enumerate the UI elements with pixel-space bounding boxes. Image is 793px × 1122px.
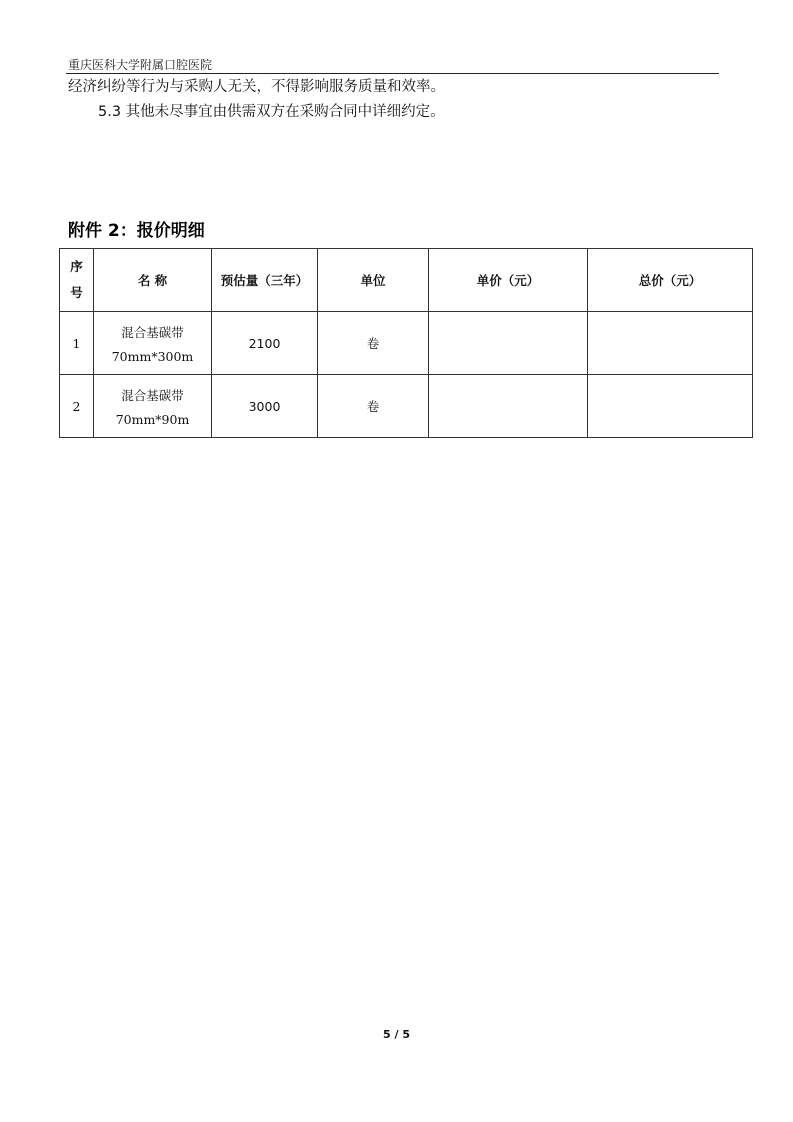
row-name-line2: 70mm*300m [111, 348, 194, 364]
row-unit-price[interactable] [429, 375, 588, 438]
header-seq-line1: 序 [70, 259, 83, 274]
row-unit: 卷 [318, 375, 429, 438]
header-divider [66, 73, 719, 74]
table-header-row [60, 249, 753, 312]
table-row [60, 375, 753, 438]
header-total-price: 总价（元） [588, 249, 753, 312]
row-unit-price[interactable] [429, 312, 588, 375]
header-unit: 单位 [318, 249, 429, 312]
header-name: 名 称 [94, 249, 212, 312]
header-seq-line2: 号 [70, 285, 83, 300]
row-total-price[interactable] [588, 375, 753, 438]
row-estimate: 3000 [212, 375, 318, 438]
row-name-line1: 混合基碳带 [121, 324, 184, 340]
row-name-line1: 混合基碳带 [121, 387, 184, 403]
row-name-line2: 70mm*90m [115, 411, 190, 427]
row-estimate: 2100 [212, 312, 318, 375]
table-row [60, 312, 753, 375]
section-title: 附件 2：报价明细 [68, 221, 205, 241]
header-unit-price: 单价（元） [429, 249, 588, 312]
page-indicator: 5 / 5 [383, 1028, 410, 1041]
body-paragraph-2: 5.3 其他未尽事宜由供需双方在采购合同中详细约定。 [98, 104, 445, 120]
body-paragraph-1: 经济纠纷等行为与采购人无关，不得影响服务质量和效率。 [68, 79, 445, 95]
header-seq [60, 249, 94, 312]
row-total-price[interactable] [588, 312, 753, 375]
row-unit: 卷 [318, 312, 429, 375]
header-title: 重庆医科大学附属口腔医院 [68, 58, 213, 72]
row-name [94, 375, 212, 438]
quote-table [59, 248, 753, 438]
row-seq: 1 [60, 312, 94, 375]
row-name [94, 312, 212, 375]
header-estimate: 预估量（三年） [212, 249, 318, 312]
row-seq: 2 [60, 375, 94, 438]
